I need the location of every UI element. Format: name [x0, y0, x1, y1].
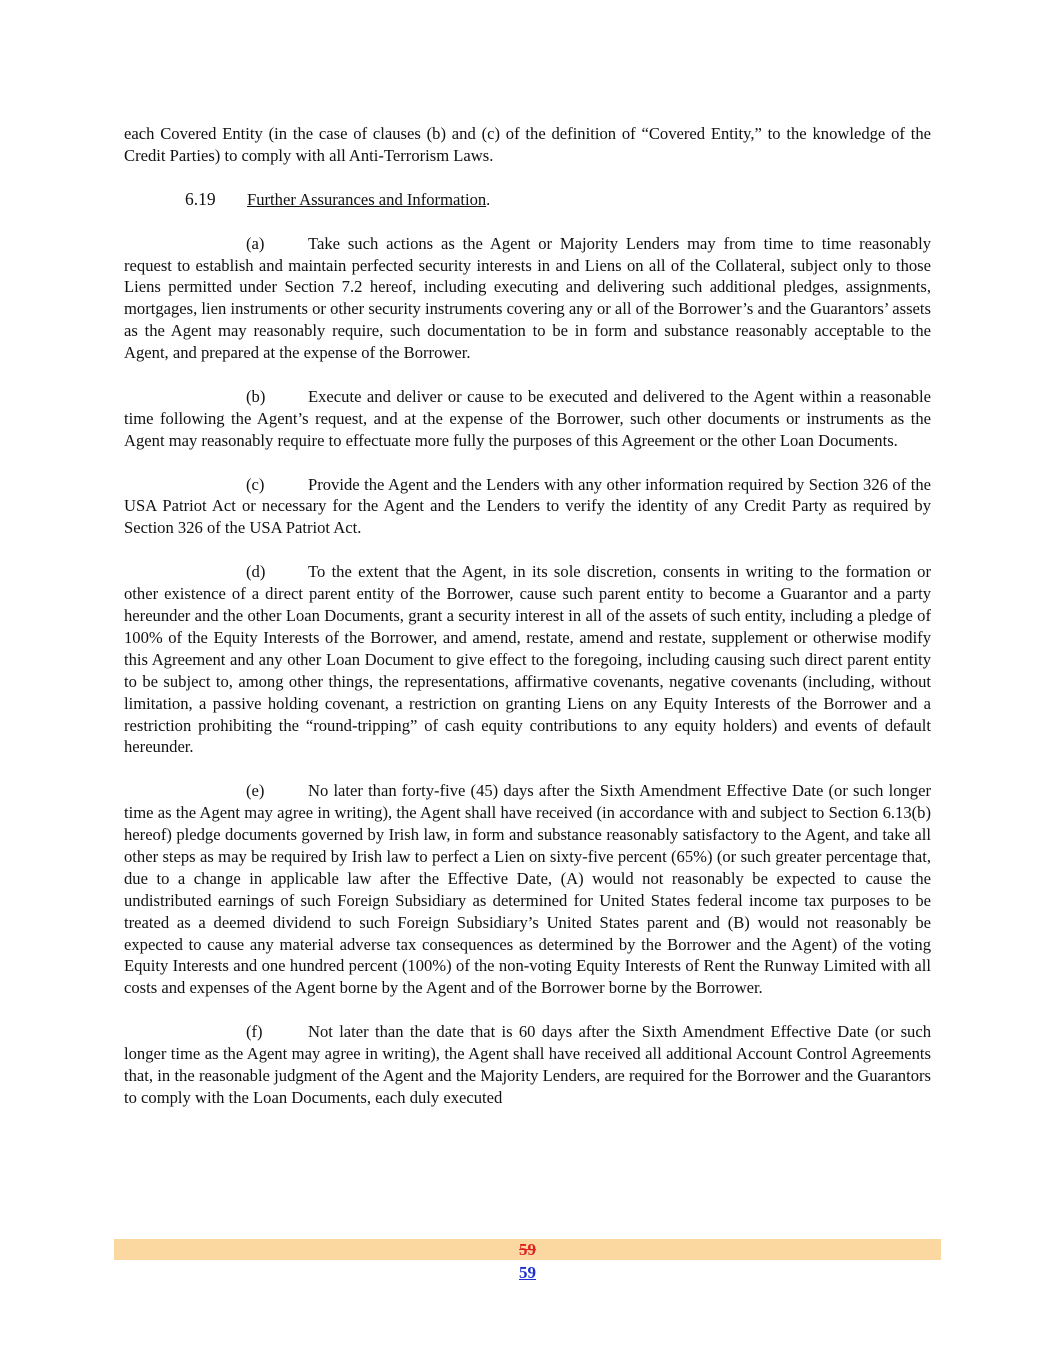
page-number-deleted: 59: [519, 1240, 536, 1259]
clause-text: No later than forty-five (45) days after the Sixth Amendment Effective Date (or such longer time as the Agent may agree in writing), the Agent shall have received (in accordance with and subject to Section 6.13(b) hereof) pledge documents governed by Irish law, in form and substance reasonably satisfactory to the Agent, and take all other steps as may be required by Irish law to perfect a Lien on sixty-five percent (65%) (or such greater percentage that, due to a change in applicable law after the Effective Date, (A) would not reasonably be expected to cause the undistributed earnings of such Foreign Subsidiary as determined for United States federal income tax purposes to be treated as a deemed dividend to such Foreign Subsidiary’s United States parent and (B) would not reasonably be expected to cause any material adverse tax consequences as determined by the Borrower and the Agent) of the voting Equity Interests and one hundred percent (100%) of the non-voting Equity Interests of Rent the Runway Limited with all costs and expenses of the Agent borne by the Agent and of the Borrower borne by the Borrower.: [124, 781, 931, 998]
clause-d: [124, 561, 931, 758]
clause-e: [124, 780, 931, 999]
clause-label: (f): [246, 1022, 263, 1042]
document-body: [124, 123, 931, 1109]
clause-text: Take such actions as the Agent or Majority Lenders may from time to time reasonably request to establish and maintain perfected security interests in and Liens on all of the Collateral, subject only to those Liens permitted under Section 7.2 hereof, including executing and delivering such additional pledges, assignments, mortgages, lien instruments or other security instruments covering any or all of the Borrower’s and the Guarantors’ assets as the Agent may reasonably require, such documentation to be in form and substance reasonably acceptable to the Agent, and prepared at the expense of the Borrower.: [124, 233, 931, 363]
clause-f: [124, 1021, 931, 1109]
section-title: Further Assurances and Information: [247, 189, 487, 209]
clause-text: Execute and deliver or cause to be executed and delivered to the Agent within a reasonable time following the Agent’s request, and at the expense of the Borrower, such other documents or instruments as the Agent may reasonably require to effectuate more fully the purposes of this Agreement or the other Loan Documents.: [124, 386, 931, 450]
clause-a: [124, 233, 931, 364]
clause-label: (d): [246, 562, 266, 582]
page-number-inserted: 59: [519, 1263, 536, 1282]
clause-b: [124, 386, 931, 452]
section-title-period: .: [486, 189, 491, 209]
clause-text: Provide the Agent and the Lenders with any other information required by Section 326 of the USA Patriot Act or necessary for the Agent and the Lenders to verify the identity of any Credit Party as required by Section 326 of the USA Patriot Act.: [124, 474, 931, 538]
clause-label: (e): [246, 781, 265, 801]
clause-label: (c): [246, 474, 265, 494]
clause-text: To the extent that the Agent, in its sole discretion, consents in writing to the formation or other existence of a direct parent entity of the Borrower, cause such parent entity to become a Guarantor and a party hereunder and the other Loan Documents, grant a security interest in all of the assets of such entity, including a pledge of 100% of the Equity Interests of the Borrower, and amend, restate, amend and restate, supplement or otherwise modify this Agreement and any other Loan Document to give effect to the foregoing, including causing such direct parent entity to be subject to, among other things, the representations, affirmative covenants, negative covenants (including, without limitation, a passive holding covenant, a restriction on granting Liens on any Equity Interests of the Borrower and a restriction prohibiting the “round-tripping” of cash equity contributions to any equity holders) and events of default hereunder.: [124, 562, 931, 757]
clause-c: [124, 474, 931, 540]
clause-text: Not later than the date that is 60 days after the Sixth Amendment Effective Date (or such longer time as the Agent may agree in writing), the Agent shall have received all additional Account Control Agreements that, in the reasonable judgment of the Agent and the Majority Lenders, are required for the Borrower and the Guarantors to comply with the Loan Documents, each duly executed: [124, 1022, 931, 1107]
intro-paragraph: each Covered Entity (in the case of clauses (b) and (c) of the definition of “Covered Entity,” to the knowledge of the Credit Parties) to comply with all Anti-Terrorism Laws.: [124, 124, 931, 165]
clause-label: (a): [246, 233, 265, 253]
section-number: 6.19: [185, 188, 216, 209]
clause-label: (b): [246, 386, 266, 406]
section-heading: [124, 189, 931, 211]
